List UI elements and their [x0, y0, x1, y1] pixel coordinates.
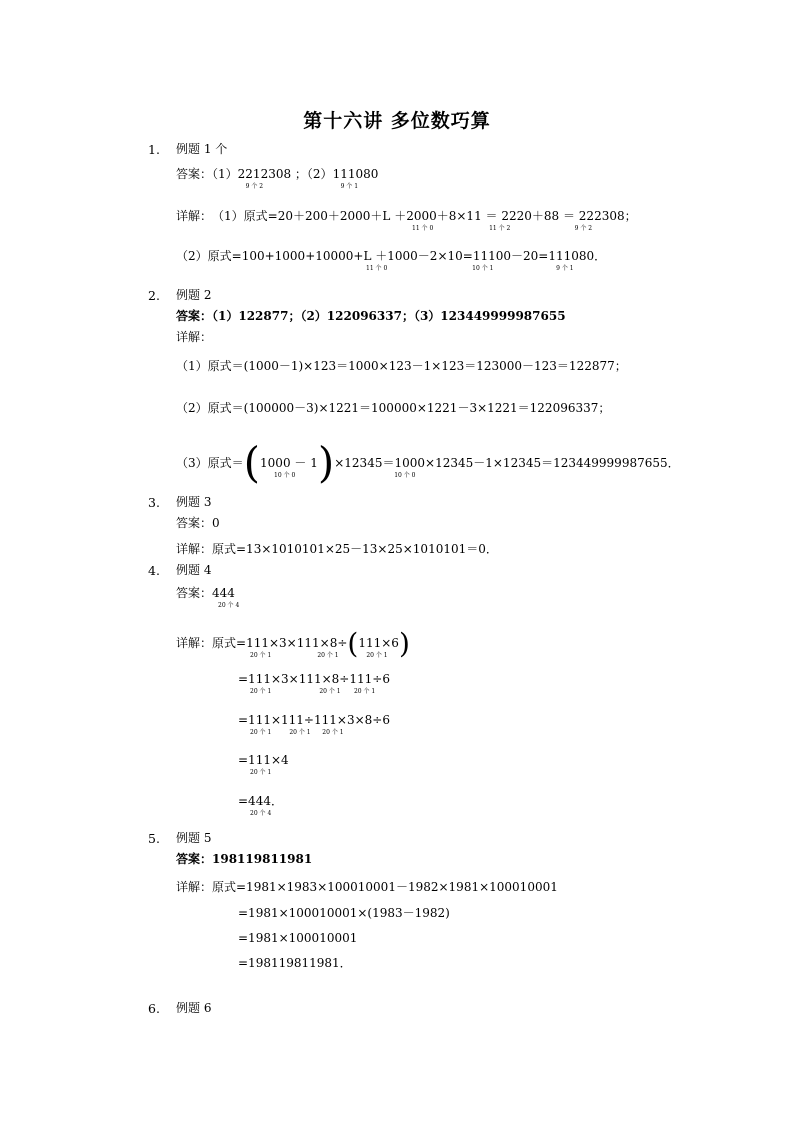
example-4-heading: 例题 4: [176, 563, 212, 577]
item-number-6: 6.: [148, 1001, 160, 1016]
expression: 1×8÷: [312, 636, 348, 650]
example-4-detail-3: [238, 713, 390, 736]
digit-count-note: 9 个 2: [574, 225, 593, 232]
digit-run: 4: [227, 586, 235, 600]
example-4-answer: [176, 586, 240, 609]
digit-count-note: 11 个 0: [412, 225, 434, 232]
example-4-detail-5: [238, 794, 283, 817]
expression: =11: [238, 672, 264, 686]
example-6-heading: 例题 6: [176, 1001, 212, 1015]
digit-count-note: 20 个 1: [366, 652, 388, 659]
expression: （1）原式=20＋200＋2000＋L ＋200: [212, 209, 430, 223]
item-number-1: 1.: [148, 142, 160, 157]
digit-count-note: 20 个 1: [319, 688, 341, 695]
left-paren: (: [347, 627, 359, 660]
digit-count-note: 20 个 1: [250, 729, 272, 736]
repeated-digits: [313, 672, 376, 695]
expression: 1×8÷11: [313, 672, 365, 686]
example-2-answer: 答案：（1）122877；（2）122096337；（3）123449999987655: [176, 309, 566, 323]
expression: =11: [238, 753, 264, 767]
digit-count-note: 20 个 4: [250, 810, 272, 817]
digit-run: 11: [358, 636, 374, 650]
repeated-digits: [237, 167, 264, 190]
repeated-digits: [429, 209, 517, 232]
example-2-heading: 例题 2: [176, 288, 212, 302]
detail-label: 详解：: [176, 636, 213, 650]
expression: 2308；: [594, 209, 637, 223]
answer-part-1-label: （1）: [212, 167, 238, 181]
example-1-answer: [176, 167, 379, 190]
digit-count-note: 10 个 0: [394, 472, 416, 479]
repeated-digits: [410, 249, 494, 272]
item-number-4: 4.: [148, 563, 160, 578]
expression: 0×12345－1×12345＝123449999987655．: [417, 456, 680, 470]
example-2-detail-label: 详解：: [176, 330, 213, 344]
example-3-heading: 例题 3: [176, 495, 212, 509]
answer-part-2-tail: 1080: [347, 167, 379, 181]
repeated-digits: [212, 209, 434, 232]
item-number-3: 3.: [148, 495, 160, 510]
expression: 0＋8×11 ＝ 22: [429, 209, 517, 223]
expression: 0 － 1: [282, 456, 318, 470]
expression: 1×3×11: [261, 636, 312, 650]
repeated-digits: [516, 209, 595, 232]
answer-part-1-tail: 2308 ；: [260, 167, 307, 181]
example-5-detail-3: =1981×100010001: [238, 931, 358, 945]
expression: 0－2×10=11: [410, 249, 489, 263]
digit-count-note: 20 个 4: [218, 602, 240, 609]
answer-label: 答案：: [176, 167, 213, 181]
example-2-detail-2: （2）原式＝(100000－3)×1221＝100000×1221－3×1221＝122096337；: [176, 401, 611, 415]
expression: 20＋88 ＝ 22: [516, 209, 595, 223]
expression: 1÷11: [296, 713, 330, 727]
digit-count-note: 9 个 1: [340, 183, 359, 190]
digit-count-note: 20 个 1: [289, 729, 311, 736]
example-5-detail-4: =198119811981．: [238, 956, 352, 970]
repeated-digits: [238, 713, 272, 736]
repeated-digits: [176, 249, 411, 272]
example-2-detail-3: [176, 438, 680, 487]
right-paren: ): [317, 438, 335, 487]
example-4-detail-1: [176, 627, 410, 660]
answer-label: 答案：: [176, 586, 213, 600]
expression: 4．: [263, 794, 283, 808]
example-3-answer: 答案：0: [176, 516, 220, 530]
example-4-detail-4: [238, 753, 289, 776]
digit-count-note: 10 个 1: [472, 265, 494, 272]
example-2-detail-1: （1）原式＝(1000－1)×123＝1000×123－1×123＝123000－123＝122877；: [176, 359, 627, 373]
left-paren: (: [243, 438, 261, 487]
digit-count-note: 11 个 0: [366, 265, 388, 272]
expression: 1÷6: [364, 672, 390, 686]
item-number-5: 5.: [148, 831, 160, 846]
repeated-digits: [334, 456, 418, 479]
example-3-detail: 详解：原式=13×1010101×25－13×25×1010101＝0．: [176, 542, 498, 556]
expression: 1×11: [263, 713, 297, 727]
digit-count-note: 9 个 1: [556, 265, 574, 272]
repeated-digits: [238, 794, 272, 817]
digit-count-note: 20 个 1: [250, 769, 272, 776]
expression: ×12345＝100: [334, 456, 418, 470]
repeated-digits: [238, 672, 272, 695]
repeated-digits: [212, 586, 240, 609]
page-title: 第十六讲 多位数巧算: [303, 110, 491, 132]
expression: 1×6: [373, 636, 399, 650]
example-5-answer: 答案：198119811981: [176, 852, 313, 866]
digit-run: 221: [237, 167, 261, 181]
right-paren: ): [398, 627, 410, 660]
digit-run: 100: [260, 456, 283, 470]
detail-label: 详解：: [176, 209, 213, 223]
example-5-detail-2: =1981×100010001×(1983－1982): [238, 906, 450, 920]
example-1-heading: 例题 1 个: [176, 142, 228, 156]
digit-count-note: 10 个 0: [274, 472, 296, 479]
expression: 1080．: [563, 249, 607, 263]
digit-count-note: 20 个 1: [317, 652, 339, 659]
digit-count-note: 20 个 1: [250, 688, 272, 695]
repeated-digits: [332, 167, 359, 190]
expression: 1×4: [263, 753, 289, 767]
repeated-digits: [260, 456, 296, 479]
item-number-2: 2.: [148, 288, 160, 303]
answer-part-2-label: （2）: [306, 167, 333, 181]
repeated-digits: [212, 636, 272, 659]
expression: 1×3×8÷6: [329, 713, 390, 727]
digit-run: 11: [332, 167, 348, 181]
repeated-digits: [296, 713, 344, 736]
expression: （2）原式=100+1000+10000+L ＋100: [176, 249, 411, 263]
example-1-detail-2: [176, 249, 607, 272]
expression: （3）原式＝: [176, 456, 244, 470]
digit-count-note: 20 个 1: [250, 652, 272, 659]
example-5-detail-1: 详解：原式=1981×1983×100010001－1982×1981×100010001: [176, 880, 558, 894]
example-5-heading: 例题 5: [176, 831, 212, 845]
digit-count-note: 9 个 2: [245, 183, 264, 190]
expression: 原式=11: [212, 636, 262, 650]
digit-run: 44: [212, 586, 228, 600]
digit-count-note: 20 个 1: [353, 688, 376, 695]
repeated-digits: [488, 249, 574, 272]
digit-count-note: 20 个 1: [322, 729, 344, 736]
expression: 100－20=11: [488, 249, 564, 263]
example-4-detail-2: [238, 672, 390, 695]
expression: 1×3×11: [263, 672, 314, 686]
example-1-detail-1: [176, 209, 637, 232]
expression: =44: [238, 794, 264, 808]
repeated-digits: [263, 713, 311, 736]
digit-count-note: 11 个 2: [489, 225, 511, 232]
expression: =11: [238, 713, 264, 727]
repeated-digits: [238, 753, 272, 776]
